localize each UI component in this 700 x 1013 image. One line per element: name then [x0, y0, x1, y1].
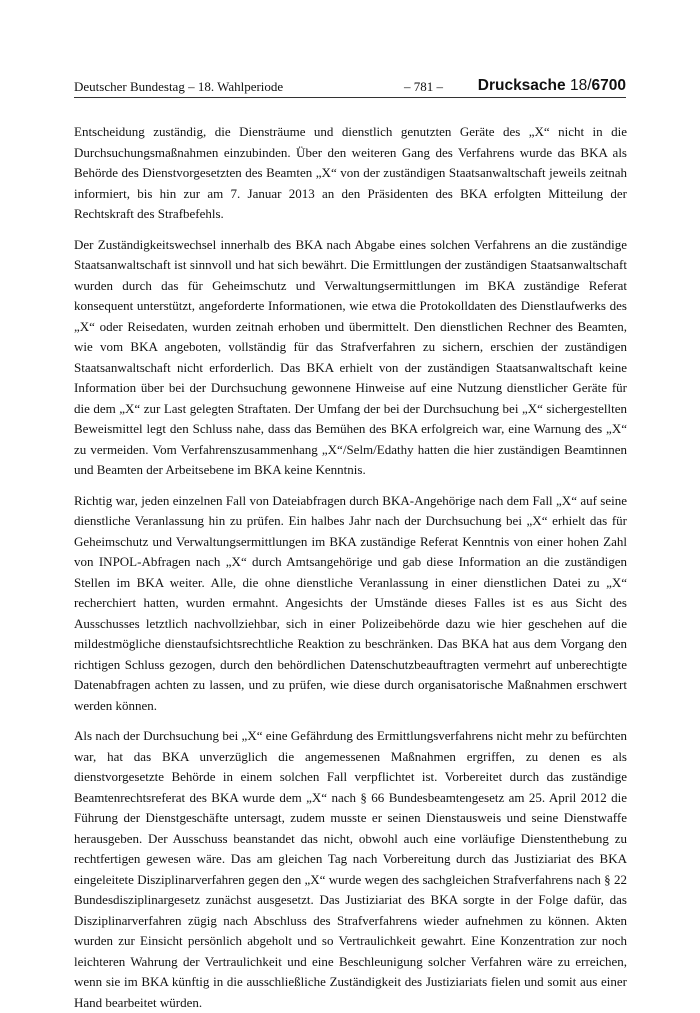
document-id: 6700	[591, 77, 626, 94]
header-divider	[74, 97, 626, 98]
document-number	[478, 77, 626, 95]
page-number: – 781 –	[404, 79, 443, 94]
document-period: 18/	[569, 77, 592, 94]
paragraph: Der Zuständigkeitswechsel innerhalb des BKA nach Abgabe eines solchen Verfahrens an die zuständige Staatsanwaltschaft ist sinnvoll und hat sich bewährt. Die Ermittlungen der zuständigen Staatsanwaltschaft wurden durch das für Geheimschutz und Verwaltungsermittlungen im BKA zuständige Referat konsequent unterstützt, angeforderte Informationen, wie etwa die Protokolldaten des Dienstlaufwerks des „X“ oder Reisedaten, wurden zeitnah erhoben und übermittelt. Den dienstlichen Rechner des Beamten, wie vom BKA angeboten, vollständig für das Strafverfahren zu sichern, erschien der zuständigen Staatsanwaltschaft nicht erforderlich. Das BKA erhielt von der zuständigen Staatsanwaltschaft keine Information über bei der Durchsuchung gewonnene Hinweise auf eine Nutzung dienstlicher Geräte für die dem „X“ zur Last gelegten Straftaten. Der Umfang der bei der Durchsuchung bei „X“ sichergestellten Beweismittel legt den Schluss nahe, dass das Bemühen des BKA erfolgreich war, eine Warnung des „X“ zu vermeiden. Vom Verfahrenszusammenhang „X“/Selm/Edathy hatten die hier zuständigen Beamtinnen und Beamten der Arbeitsebene im BKA keine Kenntnis.	[74, 236, 627, 477]
body-text	[74, 122, 627, 1013]
paragraph: Entscheidung zuständig, die Diensträume und dienstlich genutzten Geräte des „X“ nicht in die Durchsuchungsmaßnahmen einzubinden. Über den weiteren Gang des Verfahrens wurde das BKA als Behörde des Dienstvorgesetzten des Beamten „X“ von der zuständigen Staatsanwaltschaft jeweils zeitnah informiert, bis hin zur am 7. Januar 2013 an den Präsidenten des BKA erfolgten Mitteilung der Rechtskraft des Strafbefehls.	[74, 124, 627, 221]
paragraph: Richtig war, jeden einzelnen Fall von Dateiabfragen durch BKA-Angehörige nach dem Fall „X“ auf seine dienstliche Veranlassung hin zu prüfen. Ein halbes Jahr nach der Durchsuchung bei „X“ erhielt das für Geheimschutz und Verwaltungsermittlungen im BKA zuständige Referat Kenntnis von einer hohen Zahl von INPOL-Abfragen nach „X“ durch Amtsangehörige und gab diese Information an die zuständigen Stellen im BKA weiter. Alle, die ohne dienstliche Veranlassung in einer dienstlichen Datei zu „X“ recherchiert hatten, wurden ermahnt. Angesichts der Umstände dieses Falles ist es aus Sicht des Ausschusses letztlich nachvollziehbar, sich in einer Polizeibehörde dazu wie hier geschehen auf die mildestmögliche dienstaufsichtsrechtliche Reaktion zu beschränken. Das BKA hat aus dem Vorgang den richtigen Schluss gezogen, durch den behördlichen Datenschutzbeauftragten vermehrt auf unberechtigte Datenabfragen achten zu lassen, und zu prüfen, wie diese durch organisatorische Maßnahmen erschwert werden können.	[74, 492, 627, 713]
page-header	[74, 77, 626, 97]
document-label: Drucksache	[477, 77, 566, 94]
header-publication: Deutscher Bundestag – 18. Wahlperiode	[74, 79, 284, 94]
paragraph: Als nach der Durchsuchung bei „X“ eine Gefährdung des Ermittlungsverfahrens nicht mehr zu befürchten war, hat das BKA unverzüglich die angemessenen Maßnahmen ergriffen, zu denen es als dienstvorgesetzte Behörde in einem solchen Fall verpflichtet ist. Vorbereitet durch das zuständige Beamtenrechtsreferat des BKA wurde dem „X“ nach § 66 Bundesbeamtengesetz am 25. April 2012 die Führung der Dienstgeschäfte untersagt, zudem musste er seinen Dienstausweis und seine Dienstwaffe herausgeben. Der Ausschuss beanstandet das nicht, obwohl auch eine vorläufige Dienstenthebung zu rechtfertigen gewesen wäre. Das am gleichen Tag nach Vorbereitung durch das Justiziariat des BKA eingeleitete Disziplinarverfahren gegen den „X“ wurde wegen des sachgleichen Strafverfahrens nach § 22 Bundesdisziplinargesetz zunächst ausgesetzt. Das Justiziariat des BKA sorgte in der Folge dafür, das Disziplinarverfahren zügig nach Abschluss des Strafverfahrens wieder aufnehmen zu können. Akten wurden zur Einsicht persönlich abgeholt und so Vertraulichkeit gewahrt. Eine Konzentration zur noch leichteren Wahrung der Vertraulichkeit und eine Beschleunigung solcher Verfahren wäre zu erreichen, wenn sie im BKA künftig in die ausschließliche Zuständigkeit des Justiziariats fielen und somit aus einer Hand bearbeitet würden.	[74, 728, 627, 1010]
